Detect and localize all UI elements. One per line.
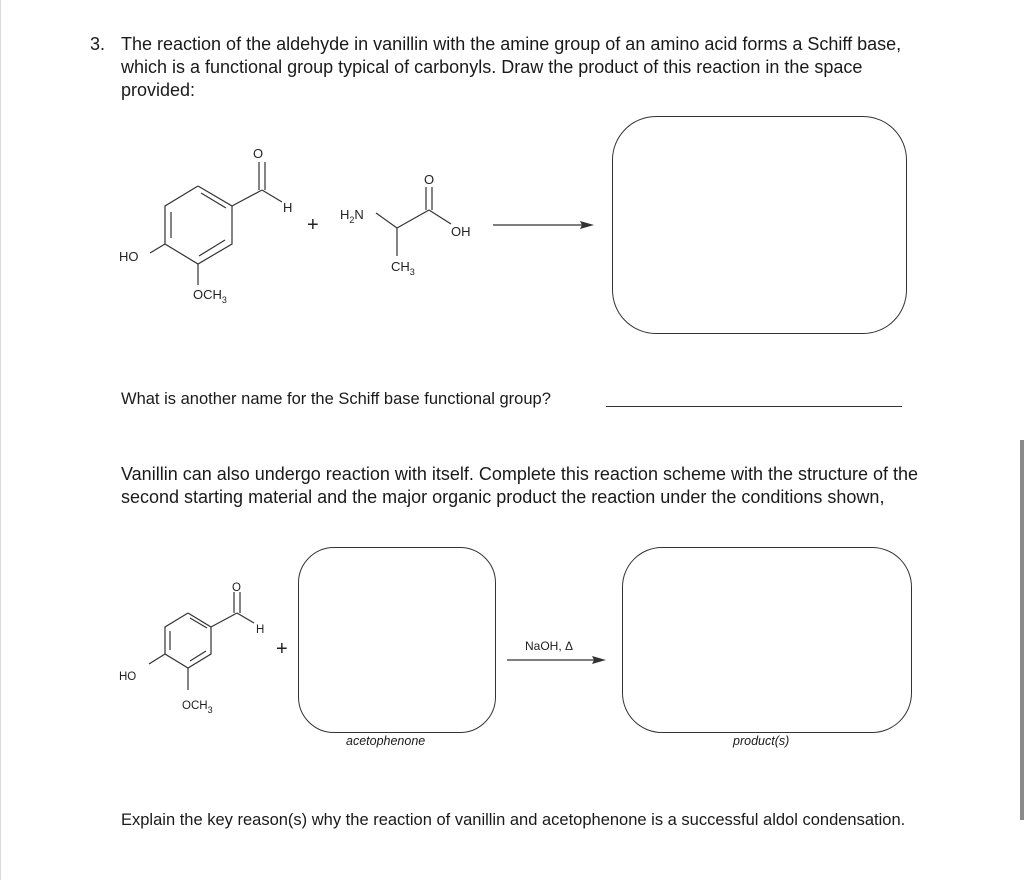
schiff-base-name-prompt: What is another name for the Schiff base functional group? <box>121 390 551 408</box>
plus-sign-2: + <box>276 638 288 660</box>
methyl-label: $CH_3$ <box>391 259 415 277</box>
methoxy-label: $OCH_3$ <box>193 287 227 305</box>
hydroxyl-label: HO <box>119 249 139 264</box>
acetophenone-label: acetophenone <box>346 734 426 748</box>
amine-label: $H_2N$ <box>340 207 364 225</box>
question-number: 3. <box>90 34 106 54</box>
reaction-conditions: NaOH, Δ <box>525 639 574 653</box>
reaction-arrow-2 <box>507 656 606 664</box>
explain-prompt: Explain the key reason(s) why the reaction of vanillin and acetophenone is a successful aldol condensation. <box>121 811 906 829</box>
aldehyde-o-label-2: O <box>232 582 241 594</box>
amino-acid-structure <box>340 172 471 277</box>
reaction-arrow-1 <box>493 221 594 229</box>
carboxyl-o-label: O <box>424 172 435 187</box>
self-reaction-prompt: Vanillin can also undergo reaction with itself. Complete this reaction scheme with the structure of the second starting material and the major organic product the reaction under the conditions shown, <box>121 464 919 507</box>
methoxy-label-2: $OCH_3$ <box>182 700 213 715</box>
vanillin-structure-2 <box>119 582 264 715</box>
aldehyde-h-label-2: H <box>256 624 265 636</box>
carboxyl-oh-label: OH <box>451 224 471 239</box>
aldehyde-h-label: H <box>283 200 293 215</box>
vanillin-structure-1 <box>119 146 292 305</box>
question-intro: The reaction of the aldehyde in vanillin with the amine group of an amino acid forms a Schiff base, which is a functional group typical of carbonyls. Draw the product of this reaction in the space provided: <box>121 34 902 100</box>
product-label: product(s) <box>733 734 790 748</box>
hydroxyl-label-2: HO <box>119 671 137 683</box>
plus-sign-1: + <box>307 214 319 236</box>
aldehyde-o-label: O <box>253 146 264 161</box>
